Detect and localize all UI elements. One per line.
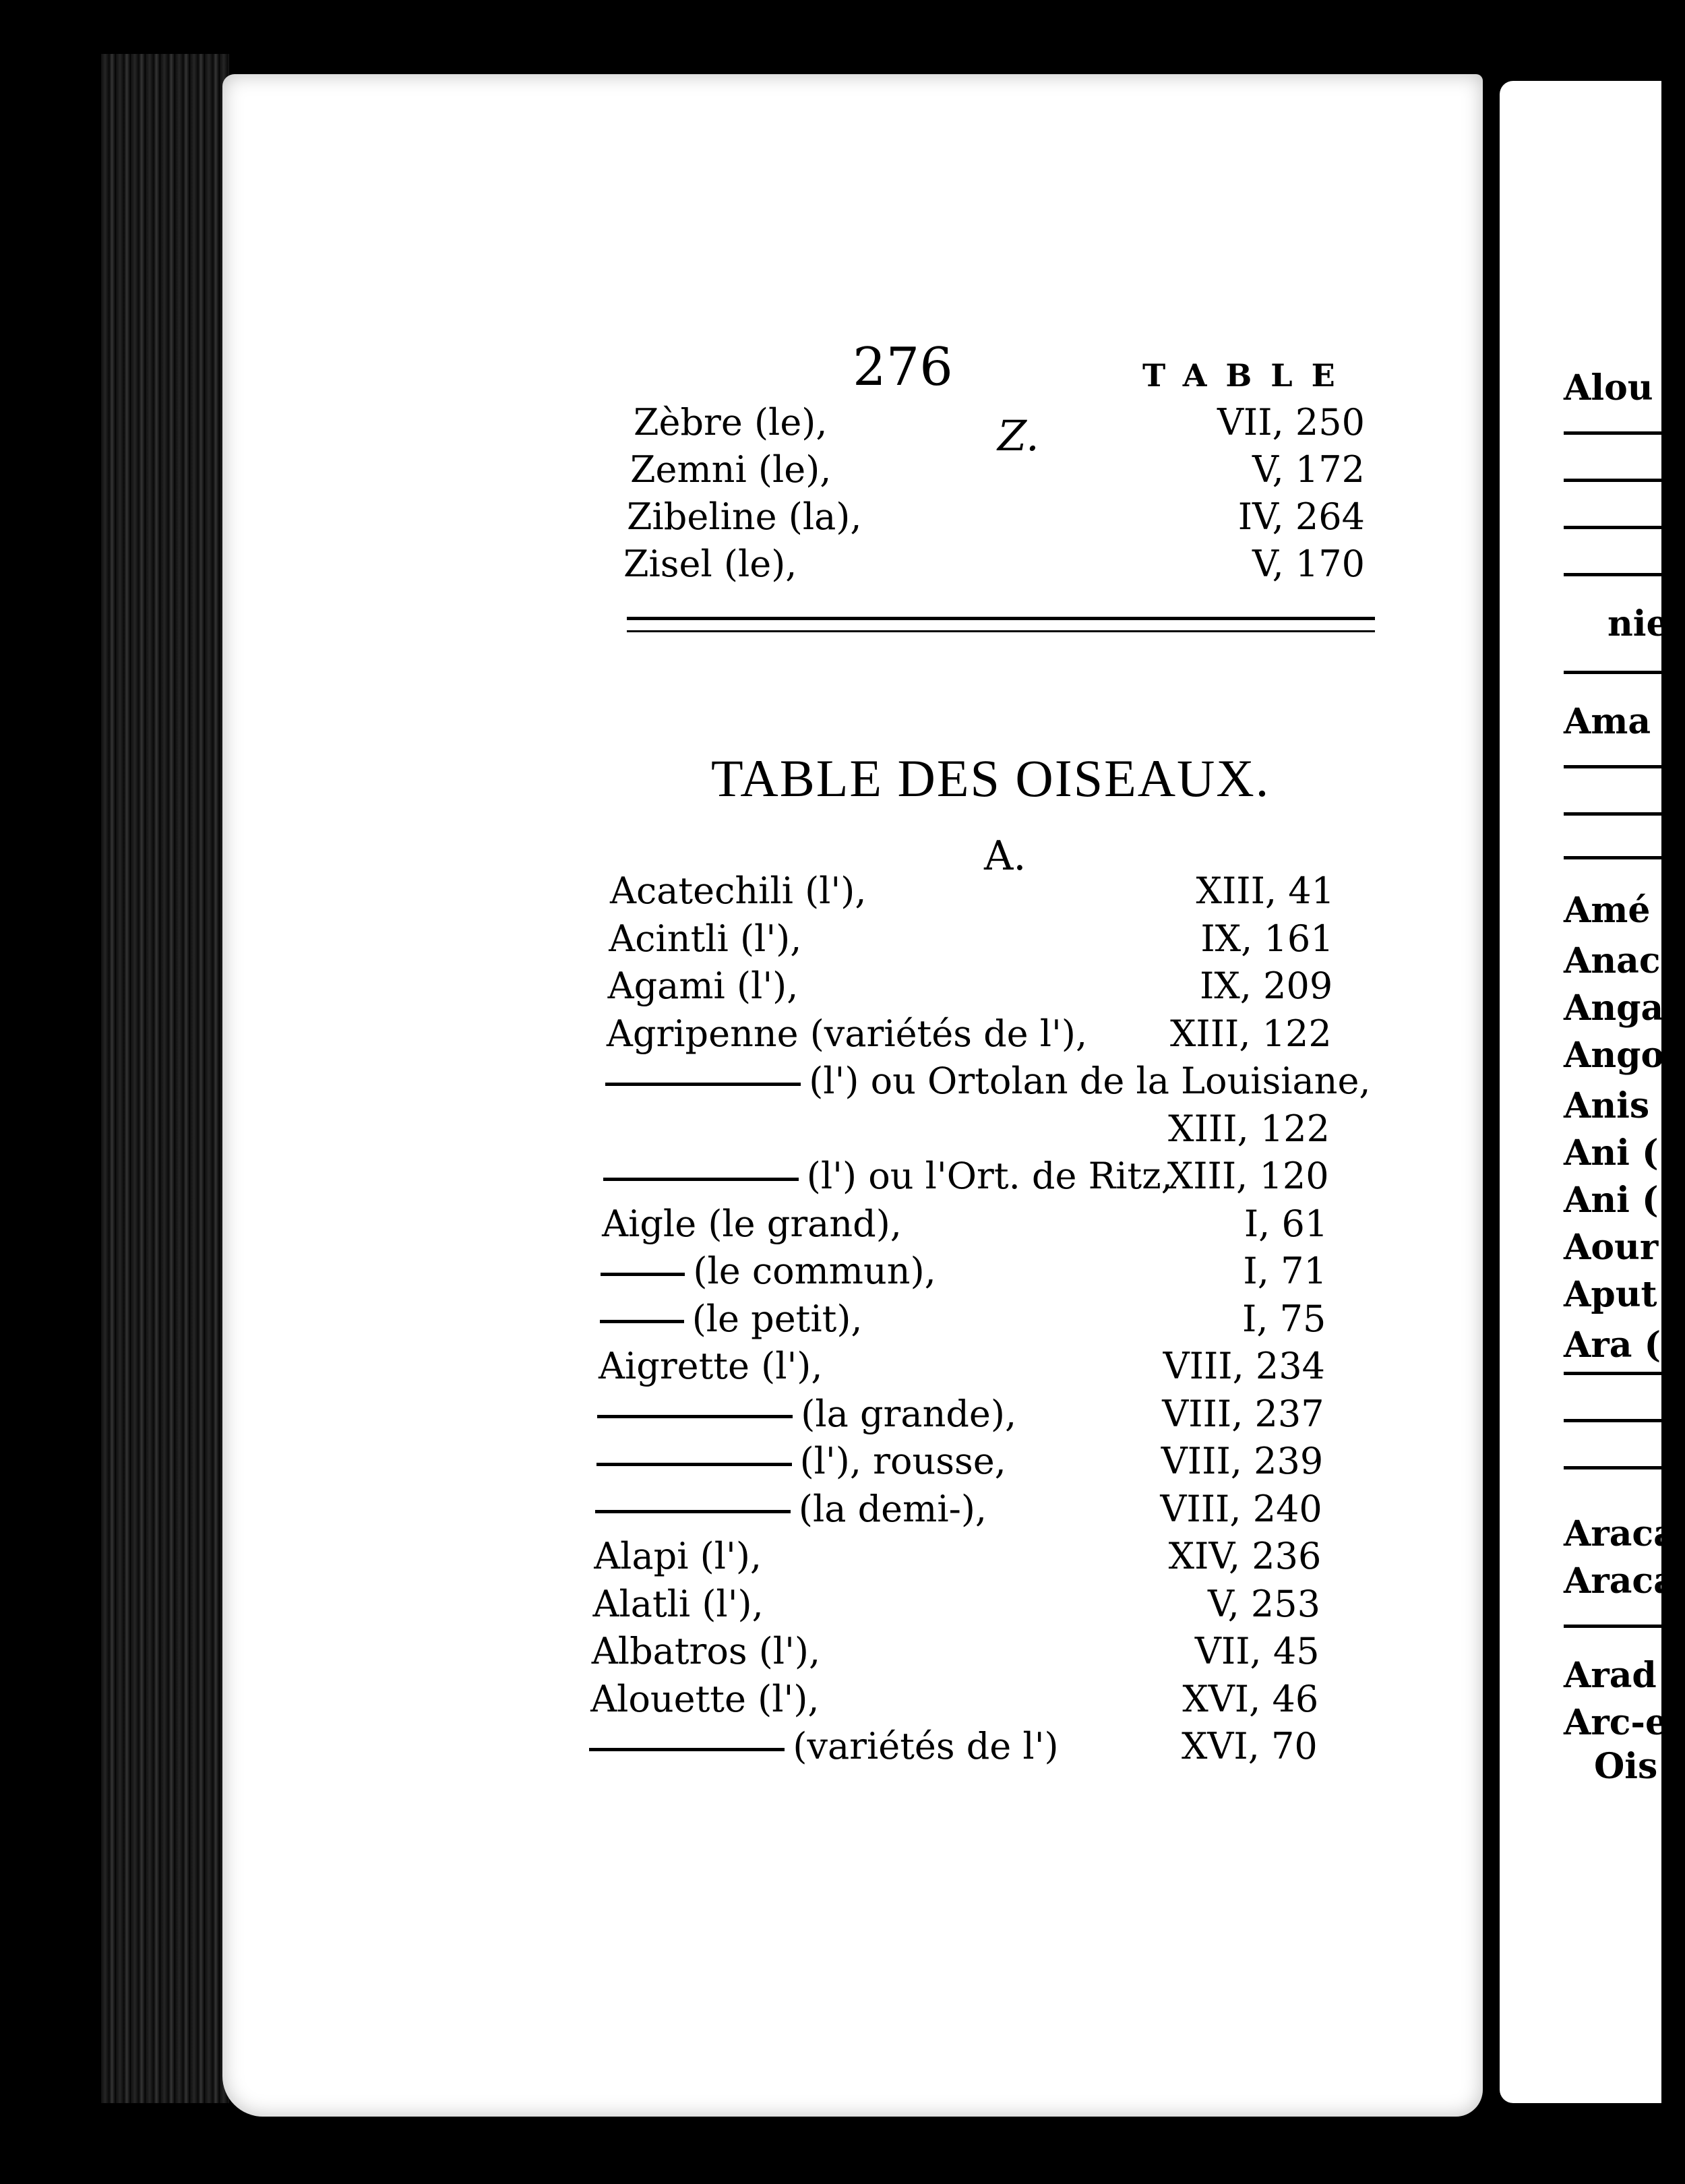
entry-reference: XVI, 70: [1181, 1725, 1318, 1767]
entry-reference: VII, 250: [1217, 401, 1365, 444]
entry-name: (l') ou Ortolan de la Louisiane,: [605, 1060, 1370, 1102]
entry-reference: XIII, 122: [1168, 1107, 1330, 1150]
index-entry: [592, 1630, 1320, 1677]
right-page-fragment: Araca: [1564, 1513, 1676, 1554]
right-page-fragment: Arc-e: [1564, 1702, 1668, 1743]
right-page-dash: [1564, 573, 1685, 576]
index-entry: [605, 1060, 1371, 1107]
index-entry: [630, 448, 1365, 495]
entry-reference: IX, 161: [1200, 917, 1334, 960]
double-rule-top: [627, 617, 1375, 620]
index-entry: [602, 1203, 1328, 1250]
entry-reference: XIII, 122: [1169, 1012, 1332, 1055]
right-page-fragment: Alou: [1564, 367, 1653, 408]
section-letter-a: A.: [984, 832, 1027, 880]
index-entry: [596, 1440, 1324, 1487]
index-entry: [593, 1583, 1321, 1630]
right-page-fragment: Anga: [1564, 988, 1664, 1029]
right-page-fragment: Ango: [1564, 1035, 1665, 1076]
table-title: TABLE DES OISEAUX.: [711, 749, 1270, 808]
entry-reference: VIII, 234: [1163, 1345, 1325, 1387]
index-entry: [595, 1488, 1322, 1535]
book-edge: [101, 54, 229, 2103]
right-page-fragment: Aput: [1564, 1274, 1657, 1315]
index-entry: [605, 1108, 1330, 1155]
right-page-fragment: Ois: [1594, 1746, 1658, 1787]
entry-reference: XIV, 236: [1168, 1535, 1322, 1577]
entry-name: (l') ou l'Ort. de Ritz,: [603, 1155, 1173, 1197]
right-page-fragment: Ani (: [1564, 1132, 1659, 1174]
right-page-fragment: Ani (: [1564, 1180, 1659, 1221]
right-page-fragment: Ama: [1564, 701, 1651, 742]
entry-reference: VIII, 239: [1161, 1440, 1324, 1482]
entry-name: Zisel (le),: [623, 543, 797, 585]
entry-name: Alouette (l'),: [590, 1677, 820, 1720]
entry-name: (variétés de l'): [589, 1725, 1058, 1767]
index-entry: [589, 1725, 1317, 1772]
entry-name: Aigle (le grand),: [602, 1202, 902, 1245]
ditto-dash: [601, 1273, 685, 1276]
double-rule-bottom: [627, 630, 1375, 632]
entry-reference: I, 75: [1242, 1297, 1326, 1340]
entry-name: (la grande),: [597, 1393, 1016, 1435]
right-page-dash: [1564, 812, 1685, 816]
entry-name: Aigrette (l'),: [599, 1345, 823, 1387]
index-entry: [597, 1393, 1324, 1440]
right-page-fragment: Aour: [1564, 1227, 1659, 1268]
entry-name: (l'), rousse,: [596, 1440, 1006, 1482]
entry-reference: XVI, 46: [1182, 1677, 1319, 1720]
right-page-dash: [1564, 431, 1685, 435]
page-number: 276: [853, 337, 953, 398]
entry-name: (la demi-),: [595, 1488, 987, 1530]
entry-name: Alatli (l'),: [592, 1582, 764, 1625]
right-page-fragment: Anis: [1564, 1085, 1650, 1126]
index-entry: [601, 1250, 1326, 1297]
entry-name: (le petit),: [600, 1298, 863, 1340]
entry-reference: V, 253: [1208, 1582, 1320, 1625]
entry-reference: IX, 209: [1200, 965, 1333, 1007]
index-entry: [607, 1012, 1332, 1060]
entry-name: Agami (l'),: [607, 965, 799, 1007]
right-page-dash: [1564, 1466, 1685, 1469]
entry-reference: XIII, 120: [1167, 1155, 1329, 1197]
entry-reference: VIII, 237: [1162, 1392, 1324, 1435]
right-page-fragment: nie: [1607, 603, 1669, 644]
index-entry: [594, 1535, 1321, 1582]
right-page-fragment: Araca: [1564, 1560, 1676, 1602]
index-entry: [623, 543, 1365, 590]
entry-reference: V, 170: [1252, 543, 1365, 585]
entry-name: Albatros (l'),: [591, 1630, 821, 1672]
entry-name: Zemni (le),: [630, 448, 832, 491]
index-entry: [609, 917, 1333, 965]
entry-name: Acatechili (l'),: [610, 870, 867, 912]
entry-reference: I, 61: [1244, 1202, 1328, 1245]
right-page-dash: [1564, 765, 1685, 768]
right-page-dash: [1564, 1419, 1685, 1422]
entry-reference: VII, 45: [1194, 1630, 1320, 1672]
running-head: TABLE: [1142, 357, 1354, 394]
entry-reference: IV, 264: [1237, 495, 1365, 538]
left-page: [222, 74, 1483, 2117]
index-entry: [634, 401, 1365, 448]
entry-name: Agripenne (variétés de l'),: [606, 1012, 1088, 1055]
right-page-fragment: Ara (: [1564, 1325, 1661, 1366]
right-page-fragment: Anac: [1564, 940, 1661, 981]
entry-reference: I, 71: [1243, 1250, 1327, 1292]
index-entry: [610, 870, 1335, 917]
ditto-dash: [600, 1320, 684, 1323]
ditto-dash: [603, 1178, 799, 1181]
entry-name: Alapi (l'),: [594, 1535, 762, 1577]
section-letter-z: Z.: [998, 411, 1039, 460]
right-page-fragment: Amé: [1564, 890, 1651, 931]
index-entry: [608, 965, 1333, 1012]
entry-name: Zèbre (le),: [634, 401, 828, 444]
right-page-dash: [1564, 479, 1685, 482]
right-page-dash: [1564, 1372, 1685, 1375]
entry-reference: V, 172: [1252, 448, 1365, 491]
entry-reference: XIII, 41: [1196, 870, 1335, 912]
index-entry: [600, 1298, 1326, 1345]
index-entry: [590, 1678, 1318, 1725]
entry-reference: VIII, 240: [1160, 1487, 1322, 1530]
ditto-dash: [597, 1415, 793, 1418]
ditto-dash: [595, 1510, 791, 1513]
ditto-dash: [596, 1463, 792, 1466]
index-entry: [599, 1345, 1325, 1392]
right-page-dash: [1564, 671, 1685, 674]
index-entry: [603, 1155, 1329, 1202]
entry-name: Acintli (l'),: [609, 917, 802, 960]
entry-name: (le commun),: [601, 1250, 936, 1292]
right-page-dash: [1564, 856, 1685, 859]
ditto-dash: [605, 1083, 801, 1086]
right-page-dash: [1564, 526, 1685, 529]
entry-name: Zibeline (la),: [627, 495, 862, 538]
right-page-dash: [1564, 1625, 1685, 1628]
index-entry: [627, 495, 1365, 543]
right-page-fragment: Arad: [1564, 1655, 1657, 1696]
ditto-dash: [589, 1748, 785, 1751]
